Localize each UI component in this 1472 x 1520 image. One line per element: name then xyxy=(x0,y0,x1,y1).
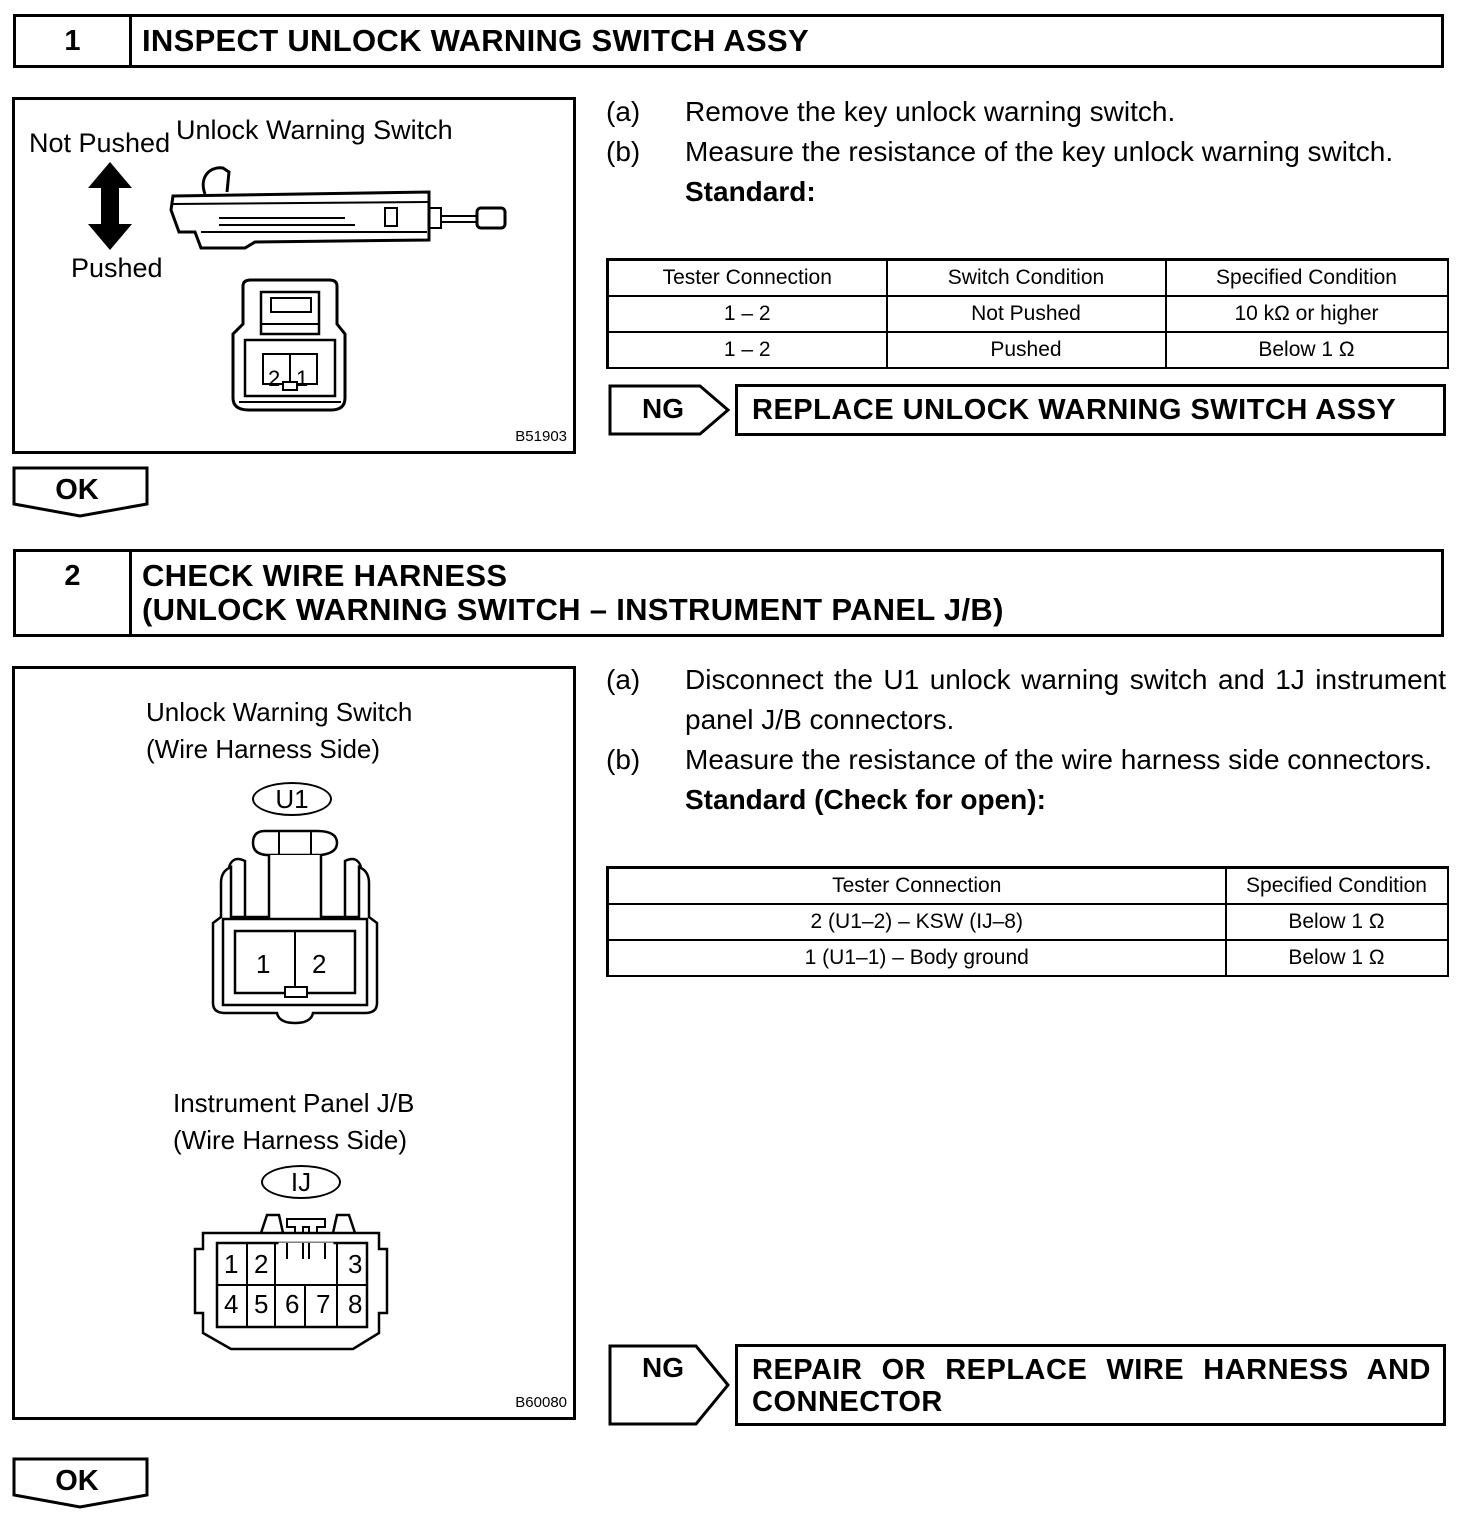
step-2-title-line-1: CHECK WIRE HARNESS xyxy=(142,558,508,593)
table-row xyxy=(608,940,1448,976)
label-not-pushed: Not Pushed xyxy=(29,128,171,158)
connector-id-u1-text: U1 xyxy=(275,784,309,814)
instruction-text: Measure the resistance of the key unlock warning switch. xyxy=(685,136,1394,167)
step-2-figure xyxy=(12,666,576,1420)
instruction-tag: (b) xyxy=(606,744,641,775)
table-cell: Below 1 Ω xyxy=(1226,940,1448,976)
switch-connector-drawing xyxy=(227,278,353,418)
step-1-number: 1 xyxy=(16,17,132,65)
step-1-spec-table xyxy=(606,258,1449,369)
step-2-ok-flag xyxy=(12,1457,149,1509)
instruction-text: Disconnect the U1 unlock warning switch and 1J instrument panel J/B connectors. xyxy=(685,664,1446,735)
table-header-cell: Specified Condition xyxy=(1166,260,1448,297)
jb-label-line-2: (Wire Harness Side) xyxy=(173,1125,408,1155)
jb-label-line-1: Instrument Panel J/B xyxy=(173,1088,415,1118)
table-cell: 1 – 2 xyxy=(608,296,887,332)
step-1-title: INSPECT UNLOCK WARNING SWITCH ASSY xyxy=(142,23,809,58)
u1-pin-1: 1 xyxy=(256,949,271,979)
switch-body-drawing xyxy=(165,162,515,252)
ng-result-line-2: CONNECTOR xyxy=(752,1386,943,1418)
standard-label: Standard: xyxy=(685,176,816,207)
instruction-item xyxy=(606,132,1446,172)
step-2-spec-table xyxy=(606,866,1449,977)
ij-pin-5: 5 xyxy=(254,1289,269,1319)
u1-connector-drawing xyxy=(209,827,383,1027)
instruction-tag: (a) xyxy=(606,96,641,127)
connector-id-u1 xyxy=(252,782,332,816)
instruction-tag: (a) xyxy=(606,664,641,695)
ij-pin-7: 7 xyxy=(316,1289,331,1319)
step-2-number: 2 xyxy=(16,552,132,634)
instruction-tag: (b) xyxy=(606,136,641,167)
connector-id-ij xyxy=(261,1165,341,1199)
table-cell: Below 1 Ω xyxy=(1226,904,1448,940)
table-cell: 1 (U1–1) – Body ground xyxy=(608,940,1226,976)
table-header-cell: Specified Condition xyxy=(1226,868,1448,905)
table-row xyxy=(608,296,1448,332)
step-1-figure xyxy=(12,97,576,454)
ij-connector-drawing xyxy=(191,1209,391,1359)
table-header-cell: Switch Condition xyxy=(887,260,1166,297)
ij-pin-1: 1 xyxy=(224,1249,239,1279)
ij-pin-8: 8 xyxy=(348,1289,363,1319)
step-1-ng-branch xyxy=(608,384,1446,436)
step-2-instructions xyxy=(606,660,1446,820)
ok-label: OK xyxy=(55,1465,99,1497)
figure-code: B60080 xyxy=(515,1394,567,1411)
instruction-text: Measure the resistance of the wire harness side connectors. xyxy=(685,744,1433,775)
switch-pin-2: 2 xyxy=(268,366,281,391)
standard-label: Standard (Check for open): xyxy=(685,784,1046,815)
step-1-header xyxy=(13,14,1444,68)
ng-label: NG xyxy=(642,393,684,424)
table-cell: Pushed xyxy=(887,332,1166,368)
switch-label-line-2: (Wire Harness Side) xyxy=(146,734,381,764)
instruction-item xyxy=(606,92,1446,132)
ij-pin-6: 6 xyxy=(285,1289,300,1319)
label-unlock-warning-switch: Unlock Warning Switch xyxy=(176,115,453,145)
step-2-title-line-2: (UNLOCK WARNING SWITCH – INSTRUMENT PANEL J/B) xyxy=(142,592,1004,627)
instruction-item xyxy=(606,660,1446,740)
step-1-ok-flag xyxy=(12,466,149,518)
table-header-cell: Tester Connection xyxy=(608,260,887,297)
table-row xyxy=(608,332,1448,368)
table-cell: 1 – 2 xyxy=(608,332,887,368)
ij-pin-4: 4 xyxy=(224,1289,239,1319)
ij-pin-2: 2 xyxy=(254,1249,269,1279)
table-cell: Below 1 Ω xyxy=(1166,332,1448,368)
ok-label: OK xyxy=(55,474,99,506)
table-header-row xyxy=(608,260,1448,297)
instruction-text: Remove the key unlock warning switch. xyxy=(685,96,1176,127)
figure-code: B51903 xyxy=(515,428,567,445)
switch-label-line-1: Unlock Warning Switch xyxy=(146,697,413,727)
step-2-ng-branch xyxy=(608,1344,1446,1426)
table-header-cell: Tester Connection xyxy=(608,868,1226,905)
ng-result xyxy=(735,384,1446,436)
table-row xyxy=(608,904,1448,940)
instruction-item xyxy=(606,740,1446,780)
ng-result-text: REPLACE UNLOCK WARNING SWITCH ASSY xyxy=(752,394,1397,426)
step-1-instructions xyxy=(606,92,1446,212)
connector-id-ij-text: IJ xyxy=(290,1167,312,1197)
table-cell: 2 (U1–2) – KSW (IJ–8) xyxy=(608,904,1226,940)
ng-label: NG xyxy=(642,1352,684,1383)
switch-pin-1: 1 xyxy=(296,366,309,391)
ij-pin-3: 3 xyxy=(348,1249,363,1279)
double-arrow-icon xyxy=(85,160,135,252)
table-header-row xyxy=(608,868,1448,905)
table-cell: 10 kΩ or higher xyxy=(1166,296,1448,332)
u1-pin-2: 2 xyxy=(312,949,327,979)
step-2-header xyxy=(13,549,1444,637)
step-2-title xyxy=(142,552,1433,634)
ng-result xyxy=(735,1344,1446,1426)
ng-result-line-1: REPAIR OR REPLACE WIRE HARNESS AND xyxy=(752,1354,1431,1386)
table-cell: Not Pushed xyxy=(887,296,1166,332)
label-pushed: Pushed xyxy=(71,253,163,283)
